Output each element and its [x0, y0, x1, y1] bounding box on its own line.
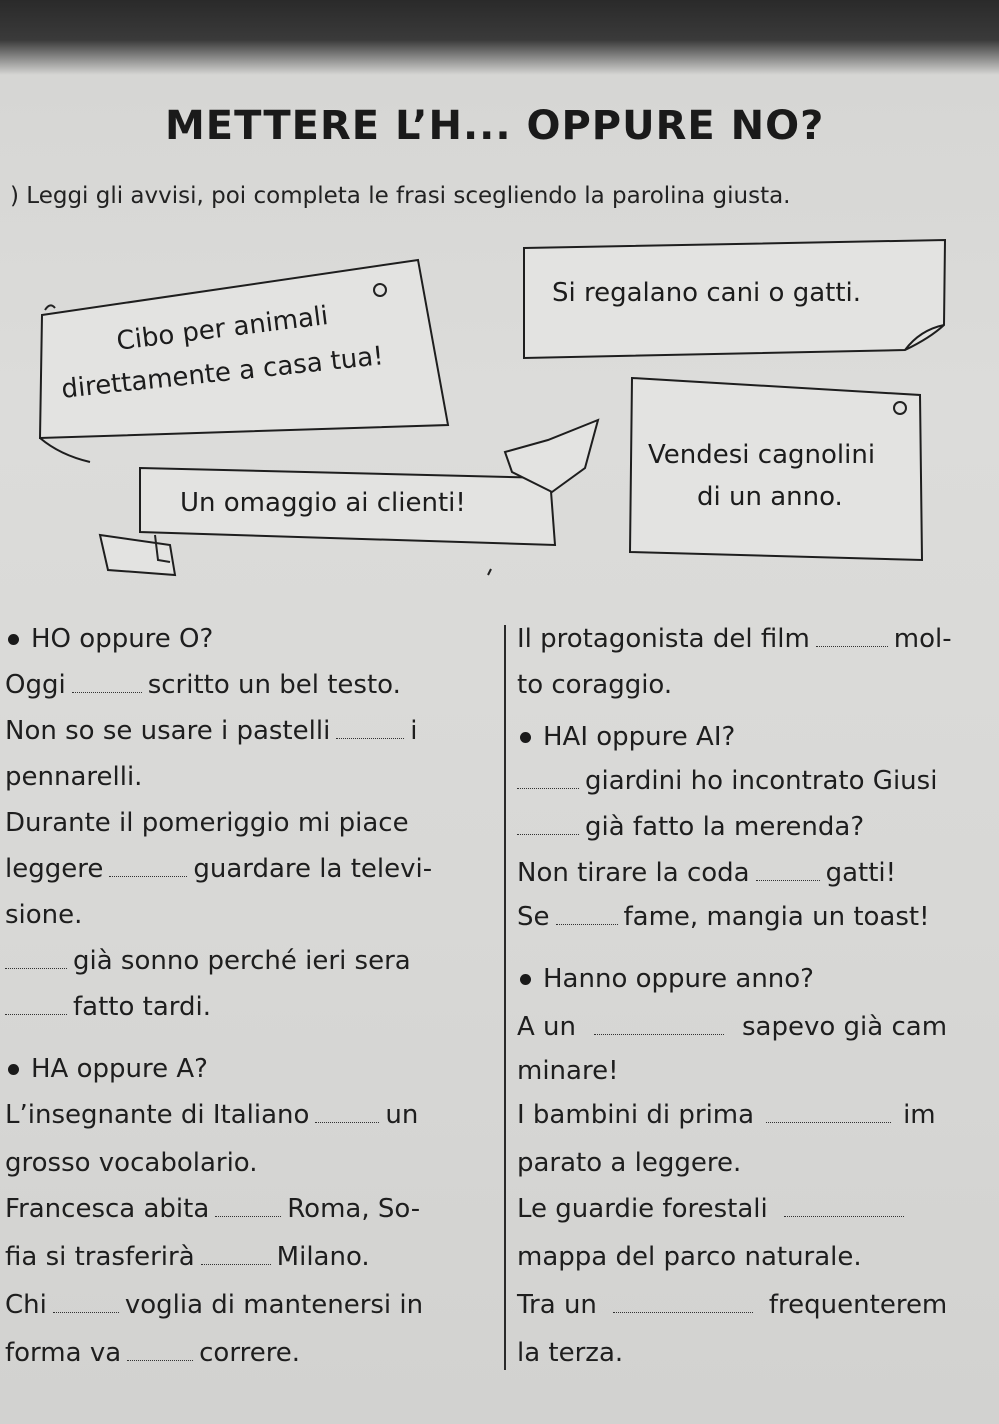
exercise-line: Non tirare la coda gatti!: [517, 858, 897, 888]
exercise-line: già sonno perché ieri sera: [5, 946, 411, 976]
note-cibo-line1: Cibo per animali: [115, 301, 330, 357]
bullet-icon: [8, 634, 19, 645]
note-omaggio-text: Un omaggio ai clienti!: [180, 488, 466, 518]
exercise-line: la terza.: [517, 1338, 624, 1368]
exercise-line: grosso vocabolario.: [5, 1148, 258, 1178]
exercise-line: pennarelli.: [5, 762, 143, 792]
bullet-icon: [520, 732, 531, 743]
exercise-line: I bambini di prima im: [517, 1100, 936, 1130]
note-vendesi-line1: Vendesi cagnolini: [648, 440, 876, 470]
bullet-icon: [520, 974, 531, 985]
section-heading-ha: HA oppure A?: [8, 1054, 208, 1084]
exercise-line: Tra un frequenterem: [517, 1290, 948, 1320]
exercise-line: Durante il pomeriggio mi piace: [5, 808, 409, 838]
note-cibo-line2: direttamente a casa tua!: [60, 341, 385, 405]
exercise-line: Il protagonista del film mol-: [517, 624, 952, 654]
exercise-line: to coraggio.: [517, 670, 673, 700]
instruction-text: ) Leggi gli avvisi, poi completa le frasi scegliendo la parolina giusta.: [10, 183, 791, 209]
exercise-line: minare!: [517, 1056, 619, 1086]
section-heading-ho: HO oppure O?: [8, 624, 213, 654]
exercise-line: fia si trasferirà Milano.: [5, 1242, 370, 1272]
exercise-line: giardini ho incontrato Giusi: [517, 766, 937, 796]
exercise-line: Francesca abita Roma, So-: [5, 1194, 421, 1224]
page-title: METTERE L’H... OPPURE NO?: [165, 103, 825, 149]
exercise-line: fatto tardi.: [5, 992, 211, 1022]
exercise-line: Se fame, mangia un toast!: [517, 902, 930, 932]
exercise-line: Le guardie forestali: [517, 1194, 910, 1224]
exercise-line: parato a leggere.: [517, 1148, 742, 1178]
exercise-line: forma va correre.: [5, 1338, 301, 1368]
note-vendesi-line2: di un anno.: [697, 482, 843, 512]
exercise-line: già fatto la merenda?: [517, 812, 864, 842]
section-heading-hai: HAI oppure AI?: [520, 722, 735, 752]
section-heading-hanno: Hanno oppure anno?: [520, 964, 814, 994]
exercise-line: leggere guardare la televi-: [5, 854, 433, 884]
exercise-line: Chi voglia di mantenersi in: [5, 1290, 424, 1320]
exercise-line: Oggi scritto un bel testo.: [5, 670, 401, 700]
exercise-line: sione.: [5, 900, 83, 930]
note-cibo-shape: [40, 260, 448, 438]
bullet-icon: [8, 1064, 19, 1075]
note-regalano-text: Si regalano cani o gatti.: [552, 278, 862, 308]
exercise-line: A un sapevo già cam: [517, 1012, 948, 1042]
column-divider: [504, 625, 506, 1370]
exercise-line: mappa del parco naturale.: [517, 1242, 862, 1272]
exercise-line: Non so se usare i pastelli i: [5, 716, 418, 746]
exercise-line: L’insegnante di Italiano un: [5, 1100, 419, 1130]
